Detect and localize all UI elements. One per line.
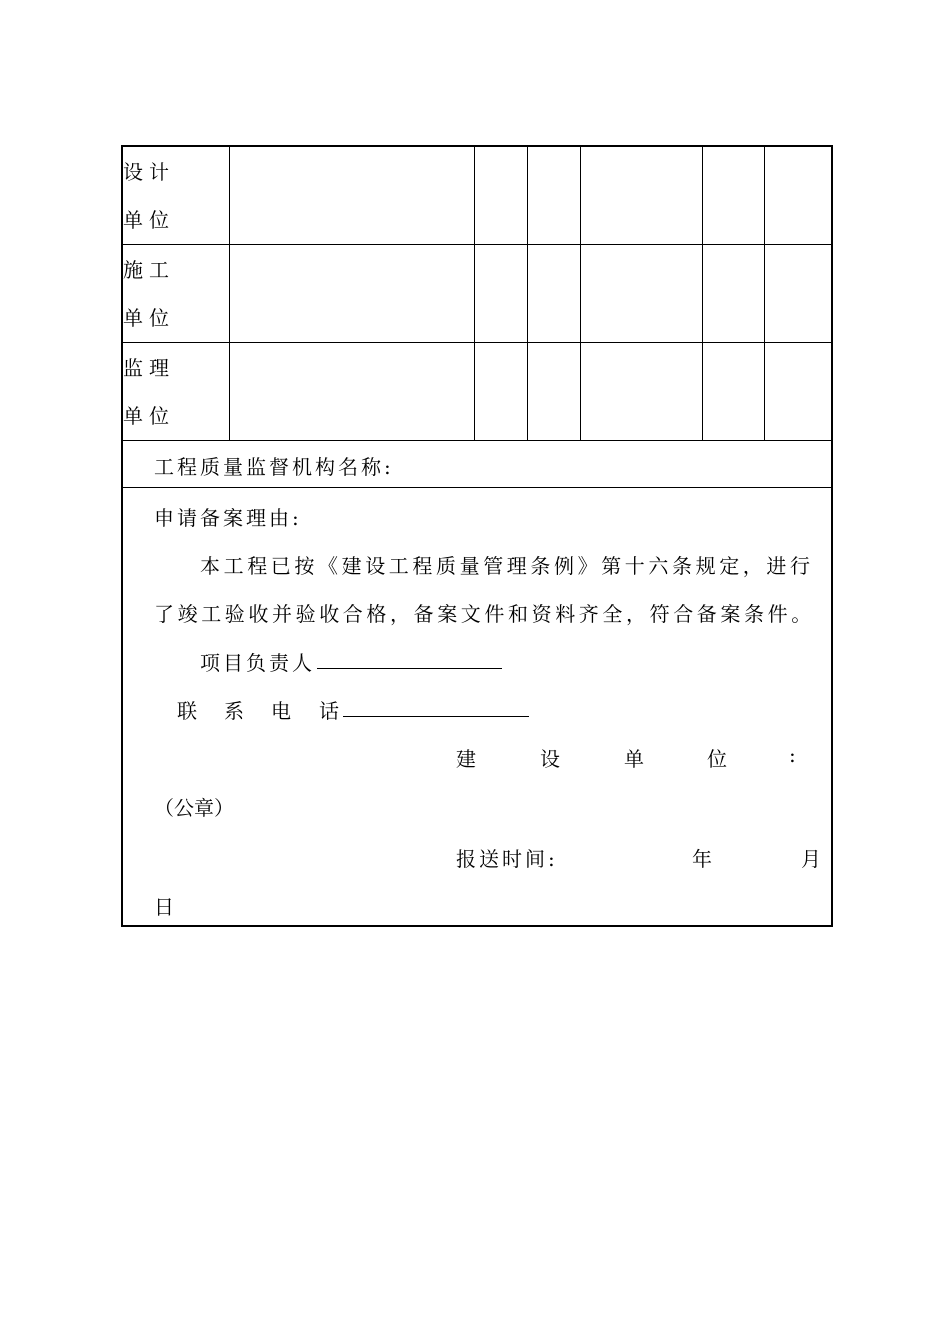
builder-char-1: 建	[456, 747, 476, 771]
table-cell[interactable]	[527, 245, 580, 343]
table-cell[interactable]	[474, 147, 527, 245]
construction-unit-name-cell[interactable]	[229, 245, 474, 343]
statement-line-1: 本工程已按《建设工程质量管理条例》第十六条规定，进行	[200, 554, 814, 578]
table-cell[interactable]	[580, 343, 702, 441]
project-leader-field[interactable]	[317, 646, 502, 669]
design-unit-name-cell[interactable]	[229, 147, 474, 245]
phone-field[interactable]	[343, 694, 529, 717]
units-table	[123, 147, 831, 441]
construction-unit-label: 施工 单位	[123, 245, 229, 343]
phone-char-1: 联	[177, 699, 197, 723]
table-cell[interactable]	[702, 147, 764, 245]
table-cell[interactable]	[474, 343, 527, 441]
statement-line-2: 了竣工验收并验收合格，备案文件和资料齐全，符合备案条件。	[154, 602, 815, 626]
table-cell[interactable]	[702, 343, 764, 441]
builder-char-2: 设	[540, 747, 560, 771]
year-label: 年	[692, 847, 712, 871]
agency-row[interactable]	[123, 439, 831, 488]
phone-char-3: 电	[271, 699, 291, 723]
table-cell[interactable]	[764, 343, 831, 441]
table-cell[interactable]	[527, 147, 580, 245]
table-cell[interactable]	[764, 147, 831, 245]
reason-label: 申请备案理由:	[154, 506, 302, 530]
phone-char-4: 话	[319, 699, 339, 723]
table-cell[interactable]	[580, 147, 702, 245]
agency-label: 工程质量监督机构名称:	[154, 455, 394, 479]
seal-label: （公章）	[154, 796, 234, 820]
table-cell[interactable]	[527, 343, 580, 441]
day-label: 日	[154, 895, 174, 919]
builder-char-3: 单	[624, 747, 644, 771]
design-unit-label: 设计 单位	[123, 147, 229, 245]
submit-time-label: 报送时间:	[456, 847, 558, 871]
table-cell[interactable]	[764, 245, 831, 343]
supervision-unit-label: 监理 单位	[123, 343, 229, 441]
builder-char-4: 位	[707, 747, 727, 771]
table-cell[interactable]	[702, 245, 764, 343]
phone-char-2: 系	[224, 699, 244, 723]
filing-form	[121, 145, 833, 927]
builder-char-5: :	[789, 743, 796, 767]
project-leader-label: 项目负责人	[200, 651, 315, 675]
month-label: 月	[801, 847, 821, 871]
supervision-unit-name-cell[interactable]	[229, 343, 474, 441]
table-cell[interactable]	[580, 245, 702, 343]
design-unit-row	[123, 147, 831, 245]
table-cell[interactable]	[474, 245, 527, 343]
supervision-unit-row	[123, 343, 831, 441]
construction-unit-row	[123, 245, 831, 343]
